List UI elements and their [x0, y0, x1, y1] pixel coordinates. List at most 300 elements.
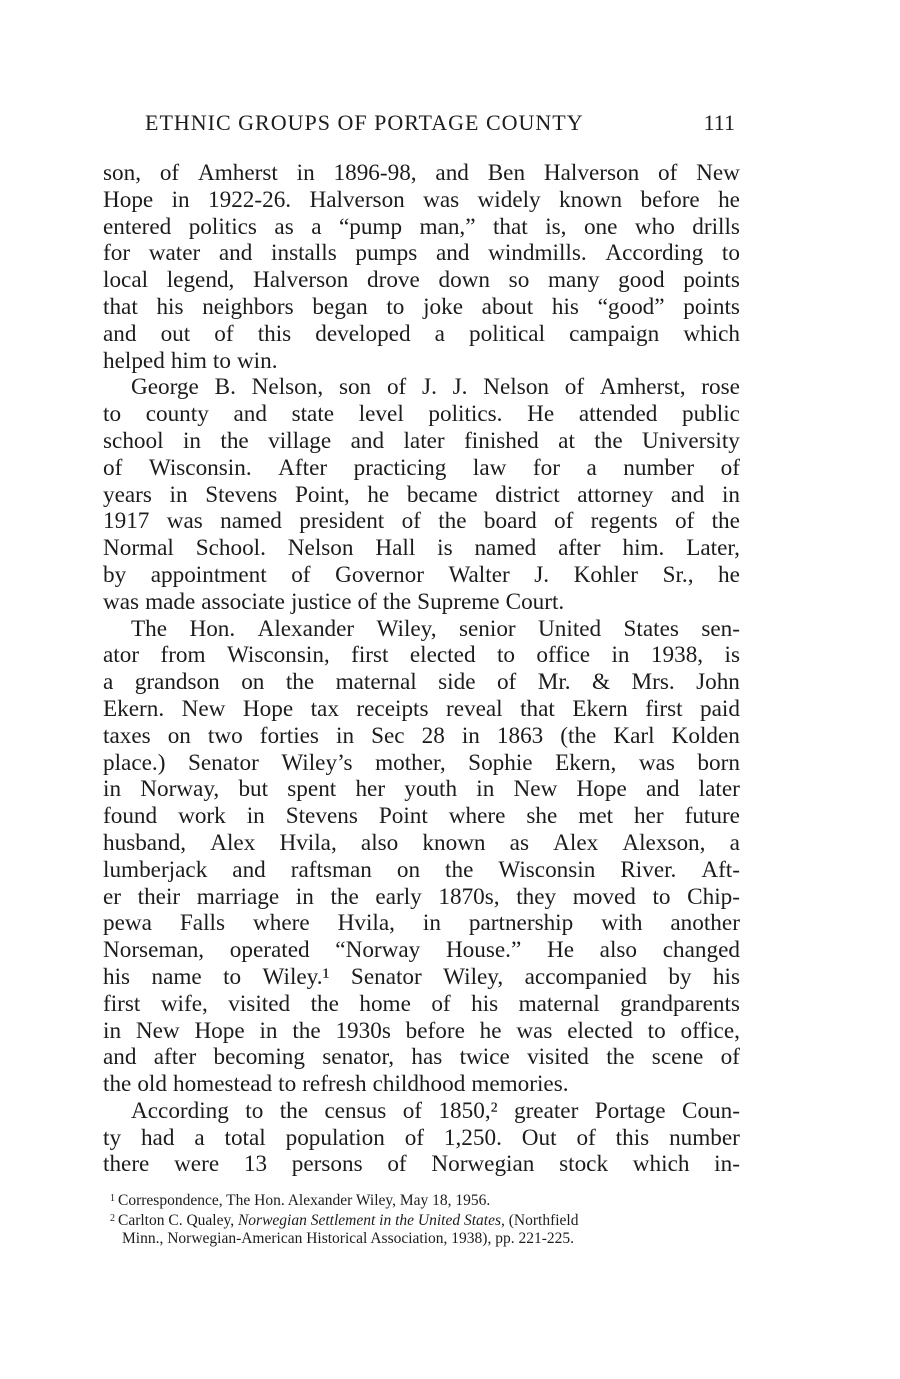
word: home — [359, 990, 411, 1017]
word: before — [640, 186, 700, 213]
word: found — [103, 803, 158, 830]
word: president — [299, 508, 385, 535]
word: Hope — [576, 776, 627, 803]
word: her — [355, 776, 386, 803]
word: work — [178, 803, 226, 830]
word: but — [238, 776, 269, 803]
word: He — [546, 937, 574, 964]
word: School. — [195, 535, 266, 562]
word: 1870s, — [438, 883, 500, 910]
word: also — [599, 937, 638, 964]
text-line — [103, 669, 740, 696]
word: Stevens — [285, 803, 358, 830]
word: Senator — [187, 749, 259, 776]
word: of — [720, 454, 740, 481]
word: elected — [409, 642, 476, 669]
word: 1,250. — [443, 1124, 502, 1151]
word: years — [103, 481, 152, 508]
word: House.” — [445, 937, 522, 964]
word: forties — [259, 722, 319, 749]
word: to — [245, 1097, 264, 1124]
text-line — [103, 857, 740, 884]
word: New — [513, 776, 558, 803]
word: “Norway — [335, 937, 421, 964]
word: board — [483, 508, 537, 535]
word: he — [718, 561, 740, 588]
word: good — [618, 267, 665, 294]
word: 1917 — [103, 508, 150, 535]
word: on — [241, 669, 265, 696]
word: by — [103, 561, 127, 588]
word: New — [135, 1017, 180, 1044]
text-line — [103, 884, 740, 911]
footnote-text: Carlton C. Qualey, — [118, 1212, 238, 1229]
word: maternal — [335, 669, 417, 696]
word: was — [638, 749, 675, 776]
text-line — [103, 1098, 740, 1125]
word: States — [623, 615, 679, 642]
word: justice — [290, 588, 352, 615]
text-line — [103, 374, 740, 401]
word: is — [724, 642, 740, 669]
word: the — [594, 427, 623, 454]
word: there — [103, 1151, 150, 1178]
word: visited — [527, 1044, 589, 1071]
word: population — [285, 1124, 385, 1151]
text-line — [103, 1018, 740, 1045]
word: Halverson — [543, 160, 640, 186]
word: helped — [103, 347, 165, 374]
word: sen- — [701, 615, 740, 642]
word: Mrs. — [631, 669, 675, 696]
word: memories. — [471, 1071, 569, 1098]
word: moved — [572, 883, 636, 910]
word: down — [438, 267, 490, 294]
word: University — [642, 427, 740, 454]
word: local — [103, 267, 149, 294]
word: the — [103, 1071, 132, 1098]
word: win. — [236, 347, 278, 374]
word: operated — [229, 937, 310, 964]
word: Supreme — [417, 588, 500, 615]
paragraph — [103, 616, 740, 1098]
word: politics — [188, 213, 257, 240]
word: politics. — [428, 401, 503, 428]
word: in — [103, 1017, 122, 1044]
word: Kohler — [573, 561, 639, 588]
word: in — [171, 186, 190, 213]
word: er — [103, 883, 122, 910]
word: Nelson, — [251, 374, 324, 401]
word: homestead — [172, 1071, 273, 1098]
word: to — [386, 293, 405, 320]
word: from — [160, 642, 206, 669]
word: Nelson — [287, 535, 354, 562]
word: level — [358, 401, 404, 428]
word: began — [312, 293, 368, 320]
word: mother, — [375, 749, 446, 776]
word: Hope — [103, 186, 154, 213]
word: Alexander — [257, 615, 355, 642]
word: & — [592, 669, 611, 696]
word: a — [194, 1124, 205, 1151]
word: paid — [700, 695, 740, 722]
word: district — [495, 481, 560, 508]
text-line — [103, 937, 740, 964]
word: in — [476, 776, 495, 803]
word: became — [406, 481, 478, 508]
word: of — [159, 160, 180, 186]
word: of — [386, 374, 407, 401]
word: Senator — [350, 963, 422, 990]
word: made — [145, 588, 196, 615]
paragraph — [103, 374, 740, 615]
word: known — [422, 829, 486, 856]
word: in — [246, 803, 265, 830]
word: which — [683, 320, 740, 347]
word: was — [103, 588, 140, 615]
word: in — [721, 481, 740, 508]
text-line — [103, 240, 740, 267]
word: developed — [315, 320, 411, 347]
word: pewa — [103, 910, 152, 937]
word: joke — [423, 293, 463, 320]
word: to — [212, 347, 231, 374]
word: Hall — [375, 535, 416, 562]
word: Later, — [686, 535, 740, 562]
word: law — [472, 454, 507, 481]
word: number — [623, 454, 695, 481]
word: of — [387, 1151, 407, 1178]
word: one — [583, 213, 618, 240]
word: a — [586, 454, 597, 481]
word: had — [140, 1124, 175, 1151]
word: for — [532, 454, 560, 481]
page-number: 111 — [703, 110, 735, 135]
word: appointment — [150, 561, 267, 588]
word: many — [547, 267, 600, 294]
word: total — [224, 1124, 266, 1151]
word: Wiley, — [376, 615, 437, 642]
word: who — [634, 213, 675, 240]
word: in — [422, 910, 441, 937]
word: Ekern. — [103, 695, 165, 722]
word: Hope — [242, 695, 294, 722]
word: and — [103, 1044, 137, 1071]
word: man,” — [419, 213, 476, 240]
word: him. — [622, 535, 665, 562]
text-line — [103, 401, 740, 428]
text-line — [103, 214, 740, 241]
word: United — [538, 615, 602, 642]
text-line — [103, 696, 740, 723]
text-line — [103, 294, 740, 321]
word: of — [554, 508, 574, 535]
word: windmills. — [488, 240, 587, 267]
paragraph — [103, 160, 740, 374]
word: and — [645, 776, 680, 803]
footnote-1 — [110, 1190, 750, 1210]
word: and — [435, 160, 469, 186]
text-line — [103, 1125, 740, 1152]
word: raftsman — [290, 856, 372, 883]
word: of — [291, 561, 311, 588]
footnote-text: (Northfield — [504, 1212, 579, 1229]
word: early — [375, 883, 422, 910]
word: which — [632, 1151, 690, 1178]
word: Wiley, — [443, 963, 504, 990]
word: New — [181, 695, 226, 722]
word: born — [697, 749, 740, 776]
word: Hvila, — [337, 910, 395, 937]
word: school — [103, 427, 164, 454]
word: becoming — [213, 1044, 305, 1071]
word: this — [257, 320, 292, 347]
text-line — [103, 776, 740, 803]
word: of — [214, 320, 234, 347]
word: number — [669, 1124, 740, 1151]
word: Halverson — [309, 186, 405, 213]
word: a — [434, 320, 445, 347]
word: grandparents — [620, 990, 740, 1017]
word: to — [223, 963, 242, 990]
text-line — [103, 723, 740, 750]
word: census — [324, 1097, 387, 1124]
word: in — [259, 1017, 278, 1044]
word: points — [683, 267, 740, 294]
word: known — [559, 186, 623, 213]
word: According — [605, 240, 704, 267]
word: Sophie — [468, 749, 533, 776]
footnote-book-title: Norwegian Settlement in the United States, — [237, 1212, 505, 1229]
word: Norseman, — [103, 937, 205, 964]
word: entered — [103, 213, 172, 240]
text-line — [103, 428, 740, 455]
word: accompanied — [524, 963, 647, 990]
word: of — [576, 1124, 596, 1151]
word: husband, — [103, 829, 187, 856]
word: B. — [214, 374, 236, 401]
word: J. — [422, 374, 437, 401]
word: two — [207, 722, 243, 749]
word: Aft- — [701, 856, 740, 883]
word: his — [156, 293, 184, 320]
word: by — [668, 963, 692, 990]
word: points — [683, 293, 740, 320]
word: village — [268, 427, 332, 454]
footnotes — [110, 1190, 750, 1248]
word: in — [182, 427, 201, 454]
word: after — [153, 1044, 197, 1071]
word: pumps — [355, 240, 418, 267]
word: and — [232, 856, 266, 883]
body-text — [103, 160, 740, 1178]
word: this — [615, 1124, 650, 1151]
word: of — [357, 588, 377, 615]
word: elected — [567, 1017, 633, 1044]
text-line — [103, 535, 740, 562]
word: old — [137, 1071, 167, 1098]
word: so — [508, 267, 530, 294]
word: of — [496, 669, 517, 696]
word: Normal — [103, 535, 174, 562]
word: receipts — [356, 695, 429, 722]
word: legend, — [166, 267, 235, 294]
word: Ekern, — [555, 749, 617, 776]
word: to — [652, 883, 671, 910]
text-line — [103, 616, 740, 643]
word: also — [360, 829, 399, 856]
word: in — [103, 776, 122, 803]
word: his — [471, 990, 499, 1017]
word: spent — [287, 776, 337, 803]
word: in — [336, 722, 355, 749]
word: was — [516, 1017, 553, 1044]
word: installs — [271, 240, 337, 267]
footnote-2 — [110, 1210, 750, 1230]
word: the — [382, 588, 412, 615]
word: the — [330, 883, 359, 910]
word: J. — [452, 374, 468, 401]
word: Ekern — [572, 695, 628, 722]
word: Wisconsin, — [226, 642, 330, 669]
word: as — [274, 213, 294, 240]
word: Point, — [294, 481, 350, 508]
word: senator, — [322, 1044, 395, 1071]
word: where — [252, 910, 310, 937]
word: twice — [459, 1044, 510, 1071]
word: was — [423, 186, 460, 213]
text-line — [103, 642, 740, 669]
word: water — [148, 240, 201, 267]
word: of — [404, 1124, 425, 1151]
word: Norwegian — [431, 1151, 535, 1178]
footnote-2-continued: Minn., Norwegian-American Historical Association, 1938), pp. 221-225. — [122, 1230, 574, 1247]
word: she — [526, 803, 558, 830]
word: county — [145, 401, 209, 428]
word: son — [338, 374, 372, 401]
word: of — [431, 990, 451, 1017]
word: Walter — [448, 561, 510, 588]
word: that — [103, 293, 138, 320]
word: he — [718, 186, 740, 213]
word: Hon. — [189, 615, 236, 642]
word: the — [606, 1044, 635, 1071]
word: side — [438, 669, 476, 696]
text-line — [103, 348, 740, 375]
word: Kolden — [671, 722, 740, 749]
word: before — [405, 1017, 465, 1044]
word: out — [160, 320, 191, 347]
word: refresh — [302, 1071, 367, 1098]
word: He — [527, 401, 555, 428]
text-line — [103, 160, 740, 187]
word: scene — [651, 1044, 704, 1071]
word: Hvila, — [279, 829, 337, 856]
word: to — [278, 1071, 297, 1098]
word: Point — [378, 803, 428, 830]
word: Amherst, — [599, 374, 686, 401]
word: Governor — [335, 561, 424, 588]
word: Hope — [194, 1017, 245, 1044]
word: of — [402, 1097, 423, 1124]
word: widely — [477, 186, 541, 213]
word: and — [233, 401, 267, 428]
word: (the — [560, 722, 597, 749]
word: Alex — [210, 829, 256, 856]
word: to — [647, 1017, 666, 1044]
word: greater — [513, 1097, 579, 1124]
word: at — [558, 427, 575, 454]
text-line — [103, 321, 740, 348]
word: is, — [545, 213, 567, 240]
word: is — [437, 535, 453, 562]
text-line — [103, 589, 740, 616]
footnote-text: Correspondence, The Hon. Alexander Wiley, May 18, 1956. — [118, 1192, 491, 1209]
word: after — [558, 535, 601, 562]
word: Coun- — [681, 1097, 740, 1124]
word: the — [285, 669, 315, 696]
text-line — [103, 964, 740, 991]
word: Wiley’s — [281, 749, 353, 776]
word: 1850,² — [438, 1097, 498, 1124]
word: later — [698, 776, 740, 803]
word: Alex — [553, 829, 599, 856]
word: Court. — [505, 588, 565, 615]
word: a — [103, 669, 114, 696]
word: 13 — [243, 1151, 268, 1178]
word: 1896-98, — [333, 160, 417, 186]
word: named — [474, 535, 537, 562]
word: place.) — [103, 749, 166, 776]
text-line — [103, 750, 740, 777]
word: name — [151, 963, 202, 990]
word: “good” — [597, 293, 665, 320]
word: After — [278, 454, 328, 481]
word: he — [367, 481, 390, 508]
word: John — [696, 669, 740, 696]
word: ty — [103, 1124, 122, 1151]
word: persons — [291, 1151, 363, 1178]
word: to — [103, 401, 122, 428]
word: River. — [620, 856, 677, 883]
word: Stevens — [205, 481, 278, 508]
word: as — [509, 829, 529, 856]
word: her — [634, 803, 664, 830]
word: has — [411, 1044, 443, 1071]
word: attended — [578, 401, 658, 428]
word: in — [296, 160, 315, 186]
word: another — [670, 910, 740, 937]
text-line — [103, 482, 740, 509]
word: grandson — [134, 669, 220, 696]
word: that — [492, 213, 528, 240]
word: J. — [534, 561, 550, 588]
word: and — [670, 481, 705, 508]
word: attorney — [577, 481, 654, 508]
word: Sr., — [662, 561, 694, 588]
text-line — [103, 1151, 740, 1178]
word: later — [403, 427, 445, 454]
word: of — [720, 1044, 740, 1071]
word: Falls — [179, 910, 226, 937]
word: of — [658, 160, 678, 186]
text-line — [103, 830, 740, 857]
word: first — [103, 990, 141, 1017]
text-line — [103, 187, 740, 214]
text-line — [103, 1044, 740, 1071]
word: wife, — [160, 990, 208, 1017]
